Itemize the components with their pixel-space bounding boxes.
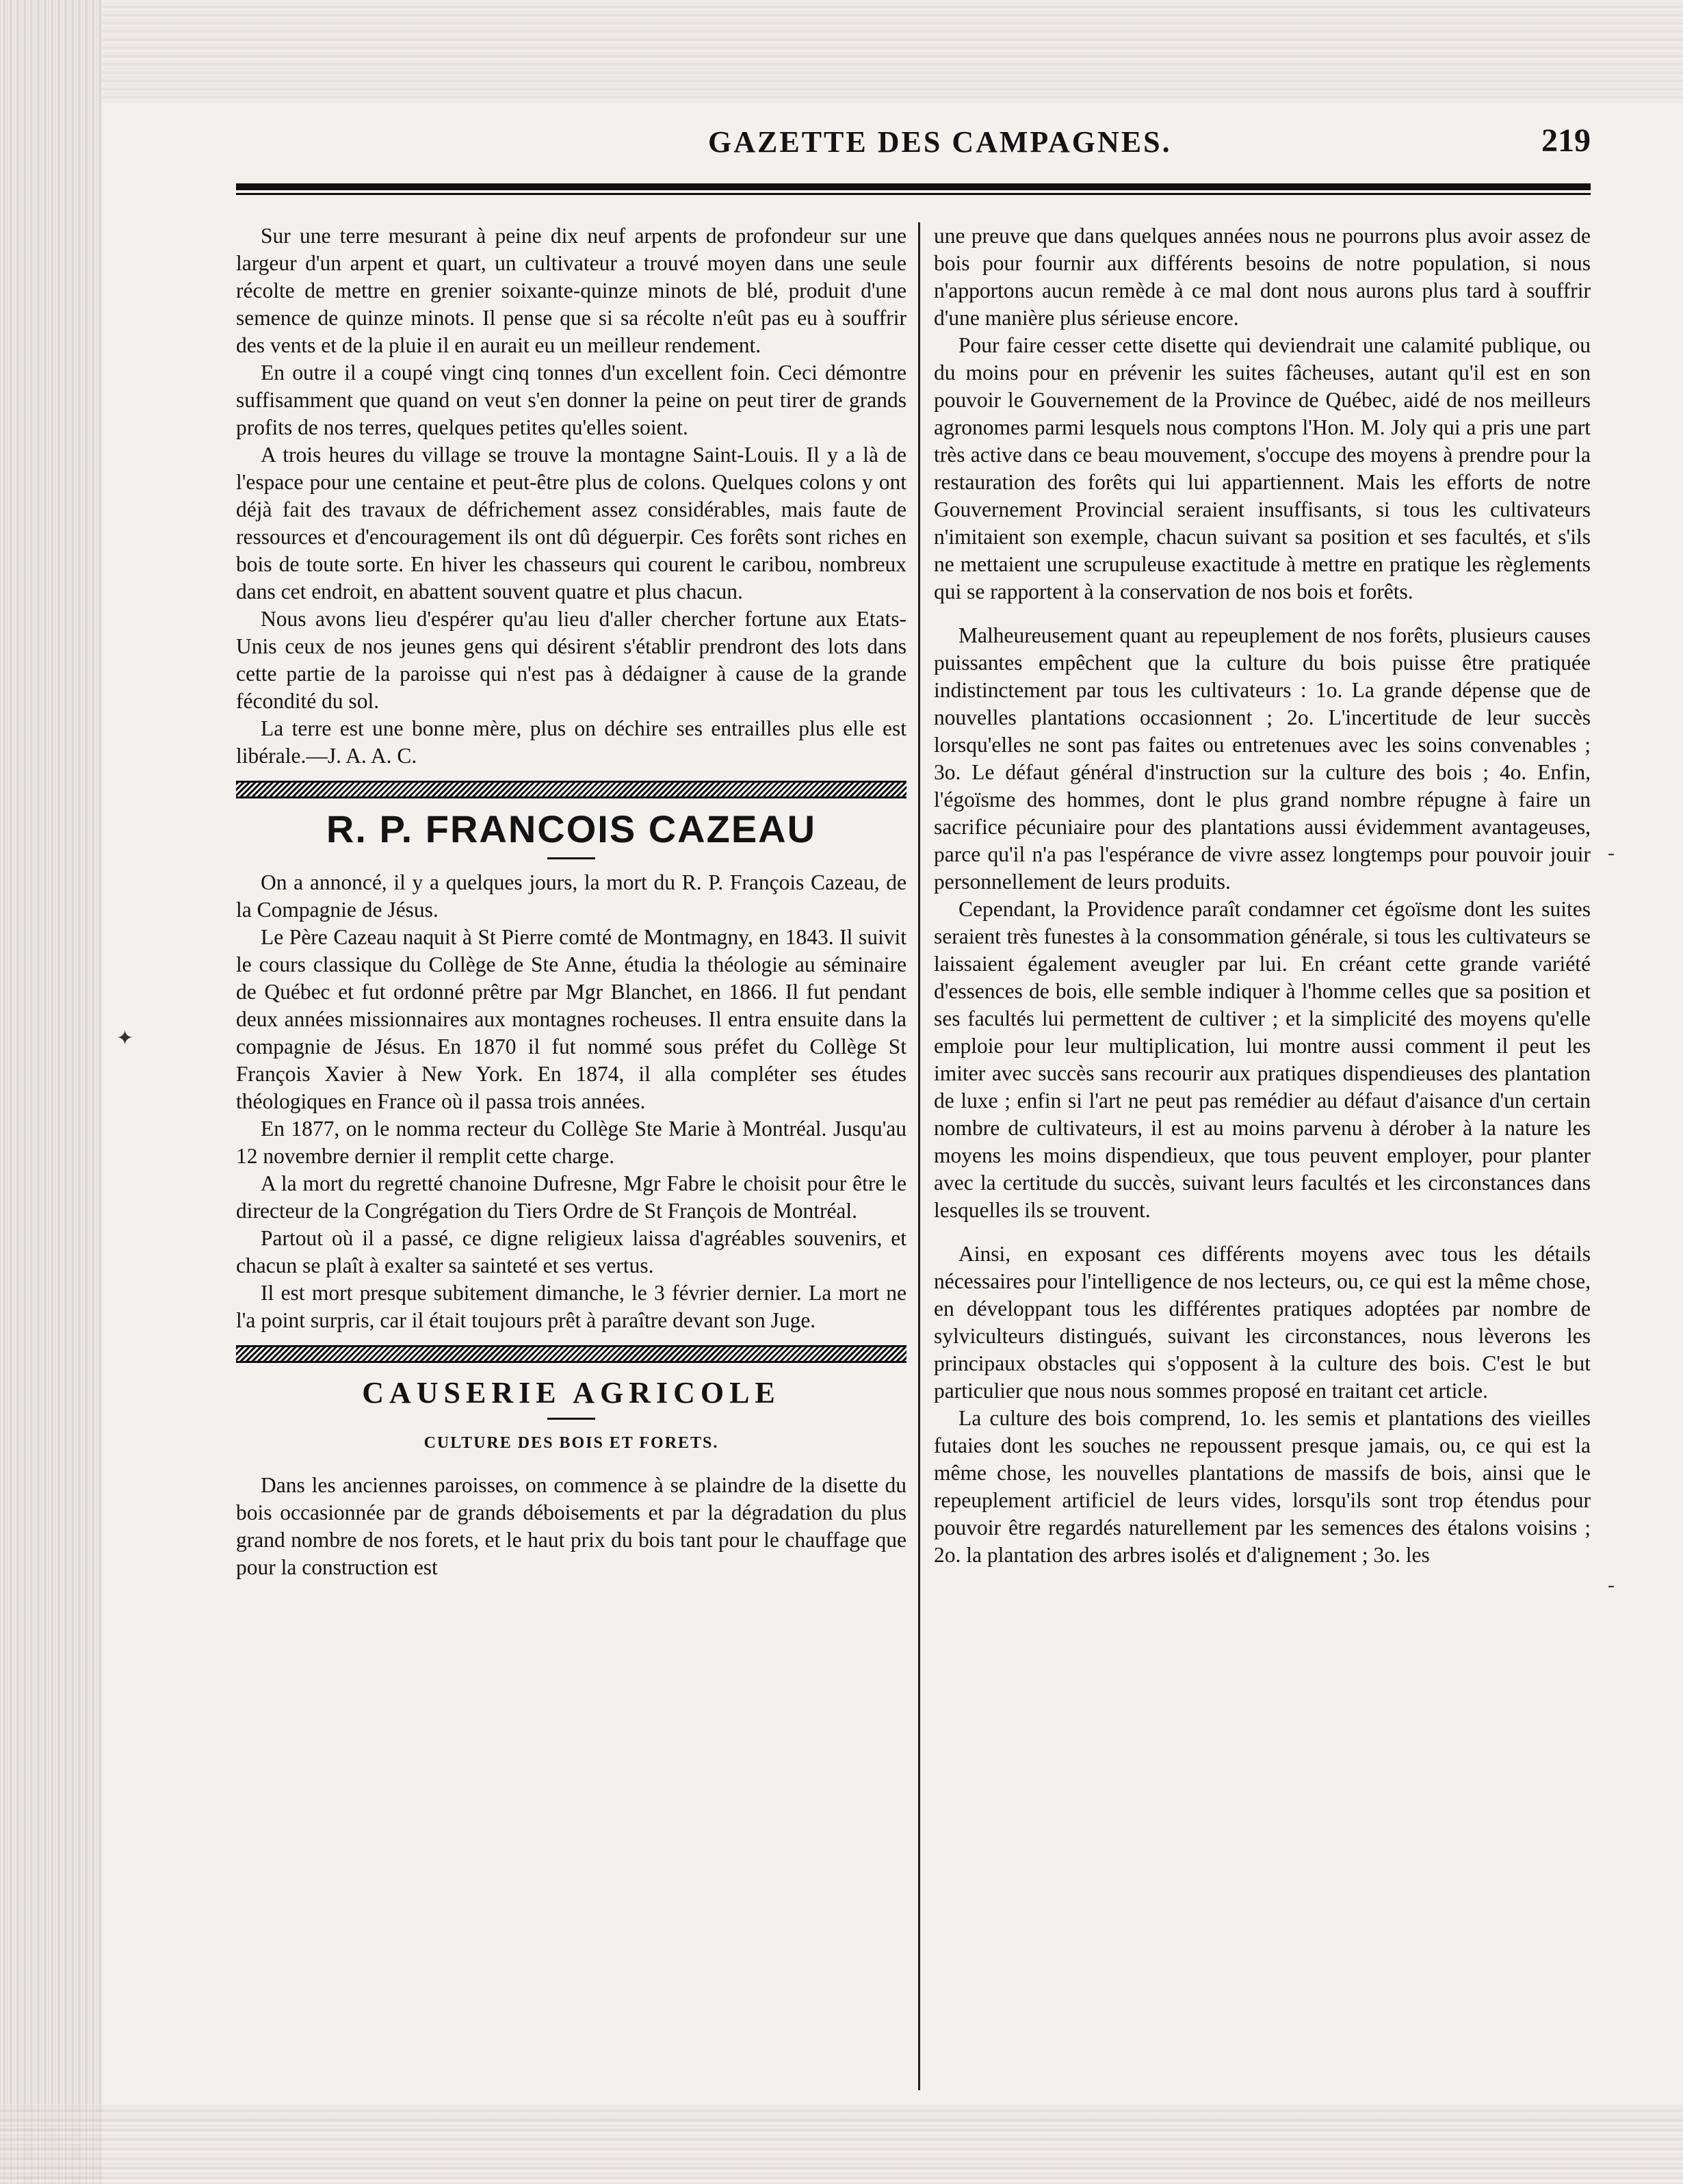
page-title: GAZETTE DES CAMPAGNES. [708,125,1172,159]
paragraph: A trois heures du village se trouve la montagne Saint-Louis. Il y a là de l'espace pour une centaine et peut-être plus de colons. Quelques colons y ont déjà fait des travaux de défrichement assez considérables, mais faute de ressources et d'encouragement ils ont dû déguerpir. Ces forêts sont riches en bois de toute sorte. En hiver les chasseurs qui courent le caribou, nombreux dans cet endroit, en abattent souvent quatre et plus chacun. [236,443,906,603]
column-rule [918,222,920,2090]
obituary-heading: R. P. FRANCOIS CAZEAU [326,807,817,850]
margin-mark: - [1608,842,1615,864]
scan-edge-top [103,0,1683,103]
paragraph: Le Père Cazeau naquit à St Pierre comté de Montmagny, en 1843. Il suivit le cours classique du Collège de Ste Anne, étudia la théologie au séminaire de Québec et fut ordonné prêtre par Mgr Blanchet, en 1866. Il fut pendant deux années missionnaires aux montagnes rocheuses. Il entra ensuite dans la compagnie de Jésus. En 1870 il fut nommé sous préfet du Collège St François Xavier à New York. En 1874, il alla compléter ses études théologiques en France où il passa trois années. [236,925,906,1113]
paragraph: En 1877, on le nomma recteur du Collège Ste Marie à Montréal. Jusqu'au 12 novembre dernier il remplit cette charge. [236,1117,906,1168]
paragraph: A la mort du regretté chanoine Dufresne, Mgr Fabre le choisit pour être le directeur de la Congrégation du Tiers Ordre de St François de Montréal. [236,1171,906,1223]
paragraph: Pour faire cesser cette disette qui deviendrait une calamité publique, ou du moins pour en prévenir les suites fâcheuses, autant qu'il est en son pouvoir le Gouvernement de la Province de Québec, aidé de nos meilleurs agronomes parmi lesquels nous comptons l'Hon. M. Joly qui a pris une part très active dans ce beau mouvement, s'occupe des moyens à prendre pour la restauration des forêts qui lui appartiennent. Mais les efforts de notre Gouvernement Provincial seraient insuffisants, si tous les cultivateurs n'imitaient son exemple, chacun suivant sa position et ses facultés, et s'ils ne mettaient une scrupuleuse exactitude à mettre en pratique les règlements qui se rapportent à la conservation de nos bois et forêts. [934,333,1591,603]
paragraph: Sur une terre mesurant à peine dix neuf arpents de profondeur sur une largeur d'un arpent et quart, un cultivateur a trouvé moyen dans une seule récolte de mettre en grenier soixante-quinze minots de blé, produit d'une semence de quinze minots. Il pense que si sa récolte n'eût pas eu à souffrir des vents et de la pluie il en aurait eu un meilleur rendement. [236,224,906,357]
paragraph: Nous avons lieu d'espérer qu'au lieu d'aller chercher fortune aux Etats-Unis ceux de nos jeunes gens qui désirent s'établir prendront des lots dans cette partie de la paroisse qui n'est pas à dédaigner à cause de la grande fécondité du sol. [236,607,906,713]
paragraph: On a annoncé, il y a quelques jours, la mort du R. P. François Cazeau, de la Compagnie de Jésus. [236,870,906,922]
scan-edge-bottom [0,2104,1683,2184]
paragraph: Dans les anciennes paroisses, on commence à se plaindre de la disette du bois occasionnée par de grands déboisements et par la dégradation du plus grand nombre de nos forets, et le haut prix du bois tant pour le chauffage que pour la construction est [236,1473,906,1579]
page-header [236,116,1591,185]
section-divider [236,781,906,798]
paragraph: Partout où il a passé, ce digne religieux laissa d'agréables souvenirs, et chacun se plaît à exalter sa sainteté et ses vertus. [236,1226,906,1277]
paragraph: Ainsi, en exposant ces différents moyens avec tous les détails nécessaires pour l'intelligence de nos lecteurs, ou, ce qui est la même chose, en développant tous les différentes pratiques adoptées par nombre de sylviculteurs distingués, suivant les circonstances, nous lèverons les principaux obstacles qui s'opposent à la culture des bois. C'est le but particulier que nous nous sommes proposé en traitant cet article. [934,1242,1591,1403]
left-column [236,222,906,2111]
paragraph: une preuve que dans quelques années nous ne pourrons plus avoir assez de bois pour fournir aux différents besoins de notre population, si nous n'apportons aucun remède à ce mal dont nous aurons plus tard à souffrir d'une manière plus sérieuse encore. [934,224,1591,330]
paragraph: La culture des bois comprend, 1o. les semis et plantations des vieilles futaies dont les souches ne repoussent presque jamais, ou, ce qui est la même chose, les nouvelles plantations de massifs de bois, ainsi que le repeuplement artificiel de leurs vides, lorsqu'ils sont trop étendus pour pouvoir être regardés naturellement par les semences des étalons voisins ; 2o. la plantation des arbres isolés et d'alignement ; 3o. les [934,1406,1591,1567]
header-rule [236,183,1591,190]
paragraph: En outre il a coupé vingt cinq tonnes d'un excellent foin. Ceci démontre suffisamment que quand on veut s'en donner la peine on peut tirer de grands profits de nos terres, quelques petites qu'elles soient. [236,361,906,439]
causerie-heading: CAUSERIE AGRICOLE [362,1376,781,1409]
scan-edge-left [0,0,103,2184]
paragraph: La terre est une bonne mère, plus on déchire ses entrailles plus elle est libérale.—J. A. A. C. [236,716,906,768]
header-rule-thin [236,193,1591,195]
right-column [934,222,1591,2111]
paragraph: Cependant, la Providence paraît condamner cet égoïsme dont les suites seraient très funestes à la consommation générale, si tous les cultivateurs se laissaient également aveugler par lui. En créant cette grande variété d'essences de bois, elle semble indiquer à l'homme celles que sa position et ses facultés lui permettent de cultiver ; et la simplicité des moyens qu'elle emploie pour leur multiplication, lui montre aussi comment il peut les imiter avec succès sans recourir aux pratiques dispendieuses des plantation de luxe ; enfin si l'art ne peut pas remédier au défaut d'aisance d'un certain nombre de cultivateurs, il est au moins parvenu à dérober à la nature les moyens les moins dispendieux, que tous peuvent employer, pour planter avec la certitude du succès, suivant leurs facultés et les circonstances dans lesquelles ils se trouvent. [934,897,1591,1222]
heading-dash [547,1418,595,1420]
page-number: 219 [1541,122,1591,159]
heading-dash [547,857,595,859]
margin-mark: ✦ [116,1027,134,1050]
margin-mark: - [1608,1574,1615,1596]
paragraph: Malheureusement quant au repeuplement de nos forêts, plusieurs causes puissantes empêchent que la culture du bois puisse être pratiquée indistinctement par tous les cultivateurs : 1o. La grande dépense que de nouvelles plantations occasionnent ; 2o. L'incertitude de leur succès lorsqu'elles ne sont pas faites ou entretenues avec les soins convenables ; 3o. Le défaut général d'instruction sur la culture des bois ; 4o. Enfin, l'égoïsme des hommes, dont le plus grand nombre répugne à faire un sacrifice pécuniaire pour des plantations aussi évidemment avantageuses, parce qu'il n'a pas l'espérance de vivre assez longtemps pour pouvoir jouir personnellement de leurs produits. [934,623,1591,894]
section-divider [236,1345,906,1363]
causerie-subheading: CULTURE DES BOIS ET FORETS. [423,1434,719,1452]
paragraph: Il est mort presque subitement dimanche, le 3 février dernier. La mort ne l'a point surpris, car il était toujours prêt à paraître devant son Juge. [236,1281,906,1332]
